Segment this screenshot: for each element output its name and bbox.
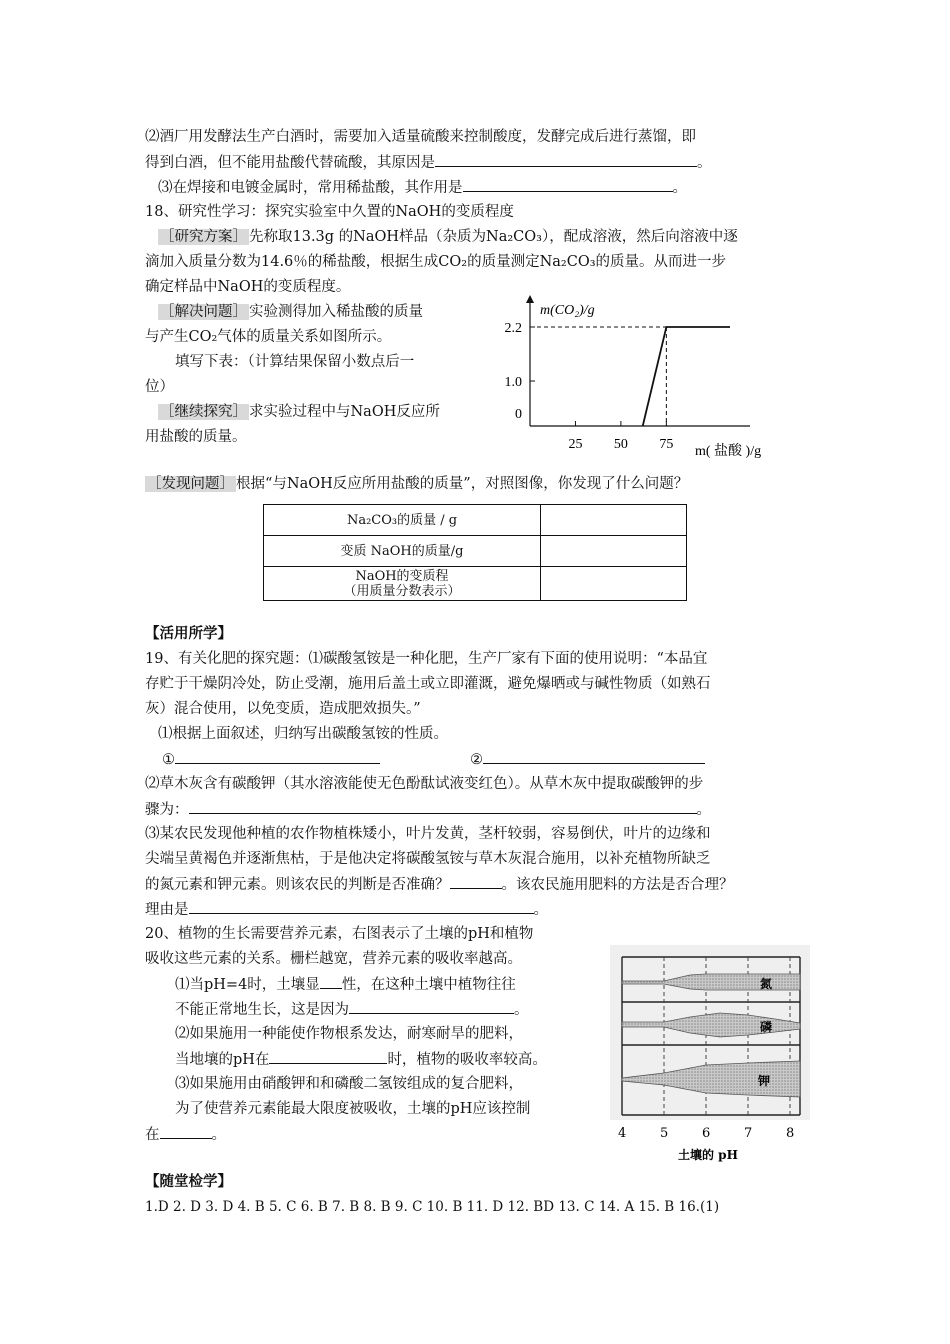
ph-tick-label: 7 [744,1126,753,1141]
ph-tick-label: 4 [618,1126,627,1141]
text-line: 灰）混合使用，以免变质，造成肥效损失。” [145,701,421,717]
text-line: ⑵酒厂用发酵法生产白酒时，需要加入适量硫酸来控制酸度，发酵完成后进行蒸馏，即 [145,129,696,145]
text-line: ⑵如果施用一种能使作物根系发达，耐寒耐旱的肥料， [175,1026,523,1042]
answer-blank[interactable] [483,749,705,764]
y-tick-label: 2.2 [504,321,522,336]
question-19-text: 19、有关化肥的探究题：⑴碳酸氢铵是一种化肥，生产厂家有下面的使用说明：“本品宜 [145,651,708,667]
text-line: ⑶在焊接和电镀金属时，常用稀盐酸，其作用是 。 [158,177,687,198]
text-line: ［研究方案］ 先称取13.3g 的NaOH样品（杂质为Na₂CO₃），配成溶液，然后向溶液中逐 [160,229,738,245]
answer-blank[interactable] [189,799,697,814]
phosphorus-label: 磷 [760,1020,773,1034]
text-line: 尖端呈黄褐色并逐渐焦枯，于是他决定将碳酸氢铵与草木灰混合施用，以补充植物所缺乏 [145,851,711,867]
answer-blank[interactable] [349,999,514,1014]
text-line: 的氮元素和钾元素。则该农民的判断是否准确？ 。该农民施用肥料的方法是否合理？ [145,874,734,895]
text-line: ⑴当pH=4时，土壤显 性，在这种土壤中植物往往 [175,974,516,995]
text-line: 确定样品中NaOH的变质程度。 [145,279,351,295]
text-line: 在 。 [145,1124,226,1145]
y-axis-label: m(CO₂)/g [540,303,595,318]
answer-blank[interactable] [189,899,534,914]
ph-tick-label: 8 [786,1126,795,1141]
text-line: ［继续探究］ 求实验过程中与NaOH反应所 [160,404,440,420]
answer-key: 1.D 2. D 3. D 4. B 5. C 6. B 7. B 8. B 9. C 10. B 11. D 12. BD 13. C 14. A 15. B 16.(1) [145,1199,720,1215]
ph-tick-label: 6 [702,1126,711,1141]
text-line: 存贮于干燥阴冷处，防止受潮，施用后盖土或立即灌溉，避免爆晒或与碱性物质（如熟石 [145,676,711,692]
text-line: 滴加入质量分数为14.6％的稀盐酸，根据生成CO₂的质量测定Na₂CO₃的质量。从而进一步 [145,254,727,270]
table-cell-answer[interactable] [541,505,687,536]
text-line: 当地壤的pH在 时，植物的吸收率较高。 [175,1049,547,1070]
text-line: ⑶如果施用由硝酸钾和和磷酸二氢铵组成的复合肥料， [175,1076,523,1092]
answer-blank[interactable] [175,749,380,764]
series-line [643,327,730,426]
text-line: 得到白酒，但不能用盐酸代替硫酸，其原因是 。 [145,152,712,173]
x-tick-label: 50 [613,437,628,452]
text-line: 不能正常地生长，这是因为 。 [175,999,529,1020]
x-tick-label: 75 [659,437,674,452]
x-axis-label: m( 盐酸 )/g [695,444,762,459]
potassium-label: 钾 [758,1074,771,1088]
answer-blank[interactable] [435,152,697,167]
text-line: ⑴根据上面叙述，归纳写出碳酸氢铵的性质。 [158,726,448,742]
text-line: 与产生CO₂气体的质量关系如图所示。 [145,329,392,345]
answer-blank[interactable] [269,1049,387,1064]
answer-blank[interactable] [320,974,342,989]
answer-blank[interactable] [463,177,673,192]
answer-blank[interactable] [160,1124,212,1139]
section-heading: 【随堂检学】 [145,1173,232,1190]
text-line: 吸收这些元素的关系。栅栏越宽，营养元素的吸收率越高。 [145,951,522,967]
table-cell-answer[interactable] [541,536,687,567]
question-18-title: 18、研究性学习：探究实验室中久置的NaOH的变质程度 [145,204,514,220]
text-line: ⑵草木灰含有碳酸钾（其水溶液能使无色酚酞试液变红色）。从草木灰中提取碳酸钾的步 [145,776,704,792]
question-20-text: 20、植物的生长需要营养元素，右图表示了土壤的pH和植物 [145,926,534,942]
y-axis-arrow [526,295,534,303]
nitrogen-label: 氮 [760,977,773,991]
text-line: 骤为： 。 [145,799,711,820]
text-line: 理由是 。 [145,899,548,920]
text-line: 位） [145,379,174,395]
text-line: 用盐酸的质量。 [145,429,247,445]
y-tick-label: 1.0 [504,375,522,390]
ph-axis-label: 土壤的 pH [678,1148,738,1162]
table-cell-label: NaOH的变质程 （用质量分数表示） [264,567,541,601]
section-heading: 【活用所学】 [145,625,232,642]
table-cell-label: 变质 NaOH的质量/g [264,536,541,567]
ph-tick-label: 5 [660,1126,669,1141]
naoh-table [263,504,687,601]
table-cell-label: Na₂CO₃的质量 / g [264,505,541,536]
x-tick-label: 25 [568,437,583,452]
text-line: 为了使营养元素能最大限度被吸收，土壤的pH应该控制 [175,1101,531,1117]
answer-blank[interactable] [450,874,502,889]
text-line: ［发现问题］ 根据“与NaOH反应所用盐酸的质量”，对照图像，你发现了什么问题？ [147,476,689,492]
table-cell-answer[interactable] [541,567,687,601]
text-line: ① ② [162,749,705,770]
ph-nutrient-chart [610,945,810,1167]
text-line: ⑶某农民发现他种植的农作物植株矮小，叶片发黄，茎杆较弱，容易倒伏，叶片的边缘和 [145,826,711,842]
co2-chart [490,290,790,462]
text-line: 填写下表：（计算结果保留小数点后一 [175,354,415,370]
text-line: ［解决问题］ 实验测得加入稀盐酸的质量 [160,304,423,320]
y-tick-label: 0 [515,407,522,422]
